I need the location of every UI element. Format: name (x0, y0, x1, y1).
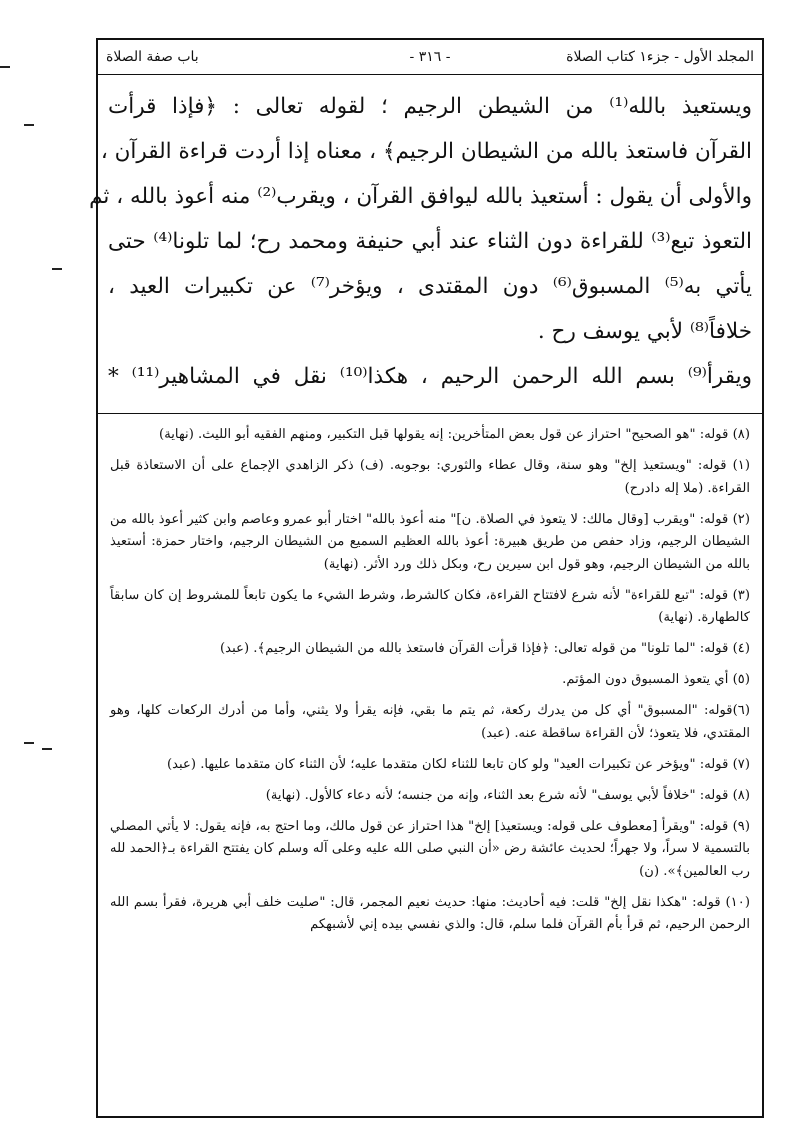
running-header (98, 40, 762, 75)
scan-mark (0, 66, 10, 68)
page-frame (89, 38, 764, 1118)
footnote: (٨) قوله: "هو الصحيح" احتراز عن قول بعض المتأخرين: إنه يقولها قبل التكبير، ومنهم الفقيه أبو الليث. (نهاية) (159, 427, 750, 442)
footnote: (١٠) قوله: "هكذا نقل إلخ" قلت: فيه أحاديث: منها: حديث نعيم المجمر، قال: "صليت خلف أبي هريرة، فقرأ بسم الله الرحمن الرحيم، ثم قرأ بأم القرآن فلما سلم، قال: والذي نفسي بيده إني لأشبهكم (110, 894, 750, 932)
main-line: خلافاً⁽⁸⁾ لأبي يوسف رح . (537, 319, 752, 344)
scan-mark (24, 124, 34, 126)
main-line: والأولى أن يقول : أستعيذ بالله ليوافق القرآن ، ويقرب⁽²⁾ منه أعوذ بالله ، ثم (89, 184, 752, 209)
footnote-separator (98, 413, 762, 414)
footnote: (٣) قوله: "تبع للقراءة" لأنه شرع لافتتاح القراءة، فكان كالشرط، وشرط الشيء ما يكون تابعاً للمشروط إن كان سابقاً كالطهارة. (نهاية) (110, 587, 750, 625)
scan-mark (24, 742, 34, 744)
scan-mark (52, 268, 62, 270)
footnote: (٥) أي يتعوذ المسبوق دون المؤتم. (562, 672, 750, 687)
main-line: ويستعيذ بالله⁽¹⁾ من الشيطن الرجيم ؛ لقوله تعالى : ﴿فإذا قرأت (108, 94, 752, 119)
main-line: ويقرأ⁽⁹⁾ بسم الله الرحمن الرحيم ، هكذا⁽¹⁰⁾ نقل في المشاهير⁽¹¹⁾ * (108, 364, 752, 389)
header-chapter: باب صفة الصلاة (106, 49, 199, 65)
main-line: التعوذ تبع⁽³⁾ للقراءة دون الثناء عند أبي حنيفة ومحمد رح؛ لما تلونا⁽⁴⁾ حتى (108, 229, 752, 254)
footnote: (٦)قوله: "المسبوق" أي كل من يدرك ركعة، ثم يتم ما بقي، فإنه يقرأ ولا يثني، وأما من أدرك الركعات كلها، وهو المقتدي، فلا يتعوذ؛ لأن القراءة ساقطة عنه. (عبد) (110, 703, 750, 741)
page-number: - ٣١٦ - (409, 49, 451, 65)
footnote: (٢) قوله: "ويقرب [وقال مالك: لا يتعوذ في الصلاة. ن]" منه أعوذ بالله" اختار أبو عمرو وعاصم وابن كثير أعوذ بالله من الشيطان الرجيم، وزاد حفص من طريق هبيرة: أعوذ بالله العظيم السميع من الشيطان الرجيم، واختار حمزة: أستعيذ بالله من الشيطان الرجيم، وهو قول ابن سيرين رح، وبكل ذلك ورد الأثر. (نهاية) (110, 511, 750, 572)
footnote: (٧) قوله: "ويؤخر عن تكبيرات العيد" ولو كان تابعا للثناء لكان متقدما عليه؛ لأن الثناء كان متقدما عليها. (عبد) (166, 756, 750, 772)
footnote: (٨) قوله: "خلافاً لأبي يوسف" لأنه شرع بعد الثناء، وإنه من جنسه؛ لأنه دعاء كالأول. (نهاية) (265, 787, 750, 803)
main-line: القرآن فاستعذ بالله من الشيطان الرجيم﴾ ، معناه إذا أردت قراءة القرآن ، (100, 139, 752, 164)
footnote: (٤) قوله: "لما تلونا" من قوله تعالى: ﴿فإذا قرأت القرآن فاستعذ بالله من الشيطان الرجيم﴾. (عبد) (220, 641, 750, 656)
main-text (89, 84, 752, 399)
header-volume: المجلد الأول - جزء١ كتاب الصلاة (566, 49, 754, 65)
scan-mark (42, 748, 52, 750)
footnote: (٩) قوله: "ويقرأ [معطوف على قوله: ويستعيذ] إلخ" هذا احتراز عن قول مالك، وما احتج به، فإنه يقول: لا يأتي المصلي بالتسمية لا سراً، ولا جهراً؛ لحديث عائشة رض «أن النبي صلى الله عليه وعلى آله وسلم كان يفتتح القراءة بـ﴿الحمد لله رب العالمين﴾». (ن) (110, 818, 750, 879)
footnotes (110, 424, 750, 945)
main-line: يأتي به⁽⁵⁾ المسبوق⁽⁶⁾ دون المقتدى ، ويؤخر⁽⁷⁾ عن تكبيرات العيد ، (108, 274, 752, 299)
footnote: (١) قوله: "ويستعيذ إلخ" وهو سنة، وقال عطاء والثوري: بوجوبه. (ف) ذكر الزاهدي الإجماع على أن الاستعاذة قبل القراءة. (ملا إله دادرح) (110, 458, 750, 496)
